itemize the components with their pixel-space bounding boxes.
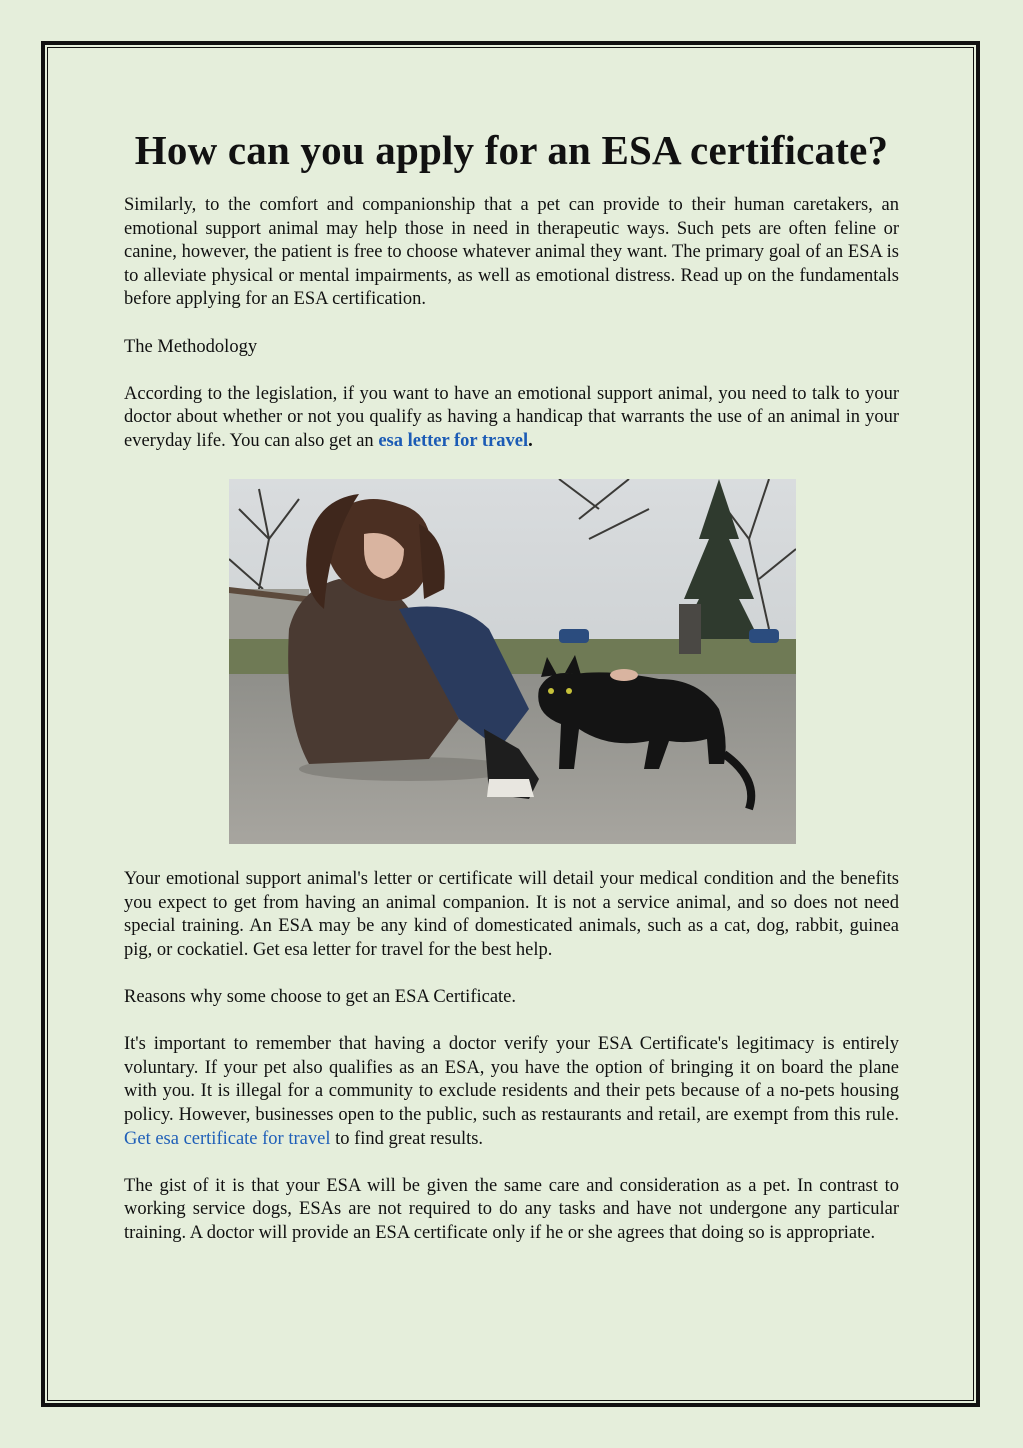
woman-with-black-cat-photo bbox=[229, 479, 796, 844]
esa-certificate-for-travel-link[interactable]: Get esa certificate for travel bbox=[124, 1128, 331, 1149]
legislation-text: According to the legislation, if you want to have an emotional support animal, you need to talk to your doctor about whether or not you qualify as having a handicap that warrants the use of an animal in your everyday life. You can also get an bbox=[124, 383, 899, 451]
gist-paragraph: The gist of it is that your ESA will be given the same care and consideration as a pet. In contrast to working service dogs, ESAs are not required to do any tasks and have not undergone any particular training. A doctor will provide an ESA certificate only if he or she agrees that doing so is appropriate. bbox=[124, 1175, 899, 1243]
esa-letter-for-travel-link[interactable]: esa letter for travel bbox=[378, 430, 529, 451]
article-top bbox=[124, 120, 899, 454]
reasons-heading: Reasons why some choose to get an ESA Certificate. bbox=[124, 986, 517, 1007]
page-title: How can you apply for an ESA certificate? bbox=[134, 127, 889, 173]
voluntary-end: to find great results. bbox=[330, 1128, 484, 1149]
methodology-heading: The Methodology bbox=[124, 336, 258, 357]
article-bottom bbox=[124, 868, 899, 1246]
intro-paragraph: Similarly, to the comfort and companionship that a pet can provide to their human caretakers, an emotional support animal may help those in need in therapeutic ways. Such pets are often feline or canine, however, the patient is free to choose whatever animal they want. The primary goal of an ESA is to alleviate physical or mental impairments, as well as emotional distress. Read up on the fundamentals before applying for an ESA certification. bbox=[124, 195, 899, 310]
legislation-end: . bbox=[528, 430, 533, 451]
legislation-paragraph bbox=[124, 383, 899, 454]
voluntary-paragraph bbox=[124, 1033, 899, 1151]
voluntary-text: It's important to remember that having a doctor verify your ESA Certificate's legitimacy is entirely voluntary. If your pet also qualifies as an ESA, you have the option of bringing it on board the plane with you. It is illegal for a community to exclude residents and their pets because of a no-pets housing policy. However, businesses open to the public, such as restaurants and retail, are exempt from this rule. bbox=[124, 1034, 899, 1125]
letter-details-paragraph: Your emotional support animal's letter or certificate will detail your medical condition and the benefits you expect to get from having an animal companion. It is not a service animal, and so does not need special training. An ESA may be any kind of domesticated animals, such as a cat, dog, rabbit, guinea pig, or cockatiel. Get esa letter for travel for the best help. bbox=[124, 869, 899, 960]
